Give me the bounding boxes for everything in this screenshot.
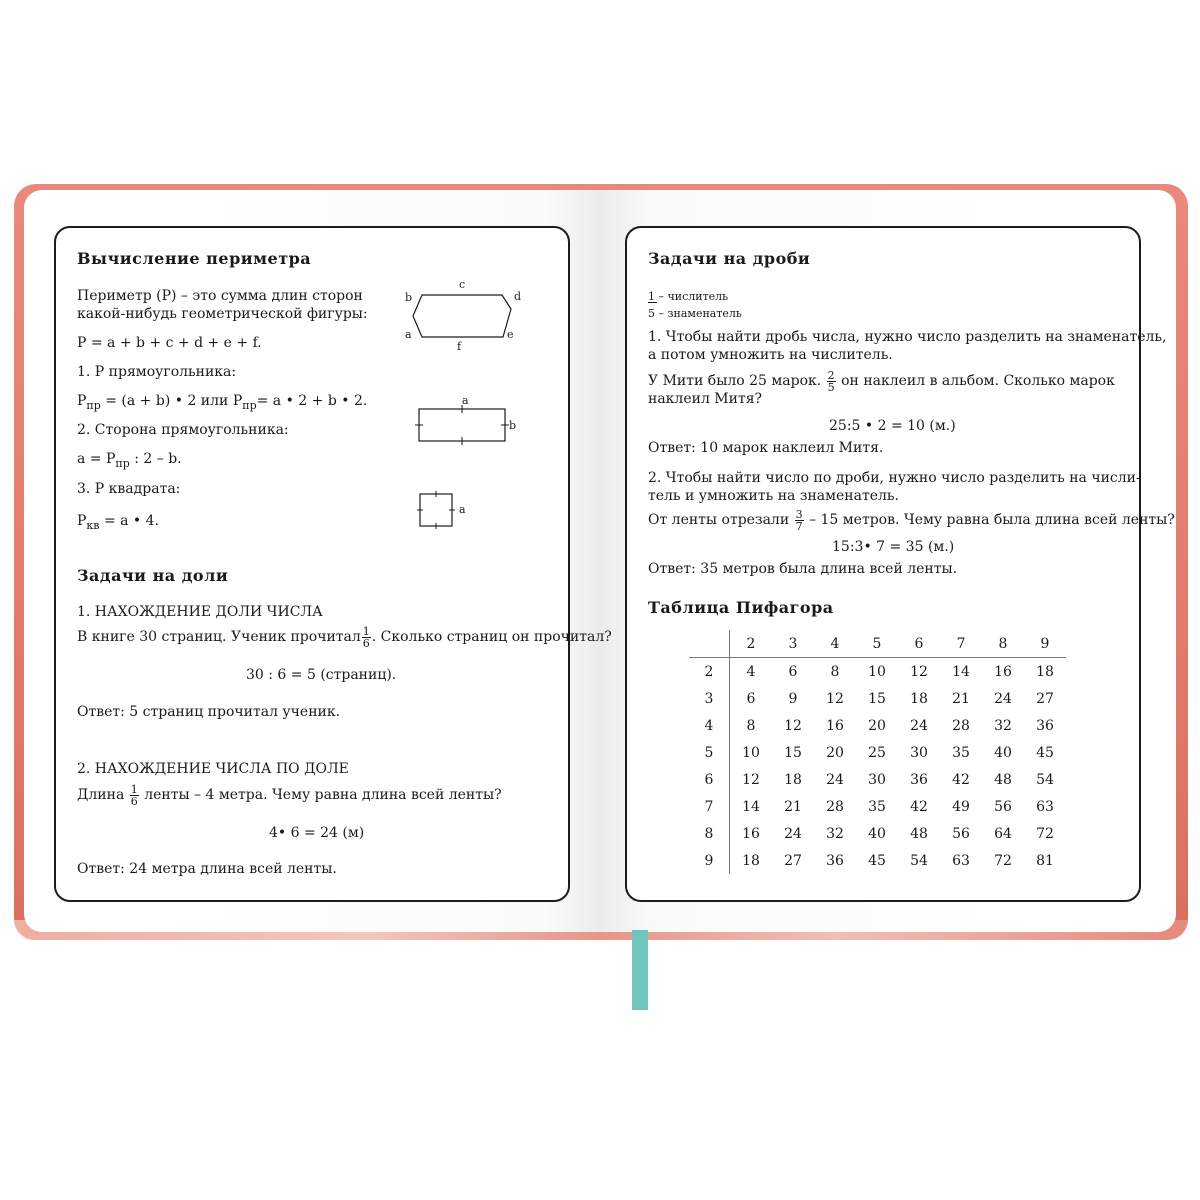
table-row-header: 6 <box>689 766 730 793</box>
table-cell: 6 <box>788 663 798 680</box>
table-cell: 9 <box>788 690 798 707</box>
table-cell: 18 <box>784 771 802 788</box>
table-cell: 32 <box>994 717 1012 734</box>
table-cell: 10 <box>868 663 886 680</box>
table-cell: 36 <box>1036 717 1054 734</box>
table-header-cell: 8 <box>982 630 1024 658</box>
table-cell: 18 <box>1036 663 1054 680</box>
hexagon-label-c: c <box>459 278 466 291</box>
rectangle-label-b: b <box>509 419 517 432</box>
table-header-row <box>689 630 1066 658</box>
table-cell: 36 <box>910 771 928 788</box>
table-header-cell: 3 <box>772 630 814 658</box>
fraction: $\frac{1}{6}$ <box>130 782 138 808</box>
table-cell: 40 <box>868 825 886 842</box>
fractions-rule-2-line-1: 2. Чтобы найти число по дроби, нужно число разделить на числи- <box>648 470 1141 486</box>
table-cell: 48 <box>994 771 1012 788</box>
square-perimeter-formula: $P_{кв} = a$ • 4. <box>77 513 159 532</box>
table-cell: 18 <box>742 852 760 869</box>
rectangle-perimeter-heading: 1. P прямоугольника: <box>77 364 237 380</box>
left-page-panel <box>54 226 612 902</box>
shares-answer-2: Ответ: 24 метра длина всей ленты. <box>77 861 337 877</box>
table-cell: 27 <box>784 852 802 869</box>
table-cell: 49 <box>952 798 970 815</box>
fraction: $\frac{2}{5}$ <box>827 368 835 394</box>
table-row <box>689 658 1066 686</box>
table-cell: 25 <box>868 744 886 761</box>
table-header-cell: 4 <box>814 630 856 658</box>
table-cell: 14 <box>952 663 970 680</box>
table-cell: 24 <box>910 717 928 734</box>
table-row-header: 9 <box>689 847 730 874</box>
shares-subtitle-1: 1. НАХОЖДЕНИЕ ДОЛИ ЧИСЛА <box>77 604 323 620</box>
table-row-header: 8 <box>689 820 730 847</box>
perimeter-title: Вычисление периметра <box>77 249 312 268</box>
table-row <box>689 739 1066 766</box>
table-cell: 42 <box>952 771 970 788</box>
table-cell: 21 <box>952 690 970 707</box>
table-cell: 54 <box>1036 771 1054 788</box>
perimeter-definition-1: Периметр (P) – это сумма длин сторон <box>77 288 363 304</box>
square-figure <box>414 490 474 535</box>
table-cell: 56 <box>994 798 1012 815</box>
table-header-cell <box>689 630 730 658</box>
table-cell: 12 <box>742 771 760 788</box>
table-cell: 45 <box>868 852 886 869</box>
fractions-answer-2: Ответ: 35 метров была длина всей ленты. <box>648 561 958 577</box>
shares-task-2: Длина $\frac{1}{6}$ ленты – 4 метра. Чему равна длина всей ленты? <box>77 782 502 808</box>
pythagoras-table <box>689 630 1066 874</box>
perimeter-formula: P = a + b + c + d + e + f. <box>77 335 262 351</box>
shares-calculation-2: 4• 6 = 24 (м) <box>269 825 365 841</box>
shares-answer-1: Ответ: 5 страниц прочитал ученик. <box>77 704 341 720</box>
rectangle-figure <box>414 394 524 454</box>
table-row <box>689 712 1066 739</box>
table-cell: 6 <box>746 690 756 707</box>
shares-subtitle-2: 2. НАХОЖДЕНИЕ ЧИСЛА ПО ДОЛЕ <box>77 761 349 777</box>
table-header-cell: 7 <box>940 630 982 658</box>
fraction-legend-numerator: 1 – числитель <box>648 290 729 303</box>
table-row <box>689 847 1066 874</box>
table-cell: 15 <box>784 744 802 761</box>
table-cell: 63 <box>1036 798 1054 815</box>
table-header-cell: 6 <box>898 630 940 658</box>
fractions-task-2: От ленты отрезали $\frac{3}{7}$ – 15 метров. Чему равна была длина всей ленты? <box>648 507 1175 533</box>
table-cell: 18 <box>910 690 928 707</box>
table-cell: 56 <box>952 825 970 842</box>
shares-task-1: В книге 30 страниц. Ученик прочитал $\frac{1}{6}$ . Сколько страниц он прочитал? <box>77 624 612 650</box>
table-row <box>689 685 1066 712</box>
hexagon-label-d: d <box>514 290 522 303</box>
table-cell: 28 <box>826 798 844 815</box>
square-perimeter-heading: 3. P квадрата: <box>77 481 181 497</box>
table-cell: 20 <box>868 717 886 734</box>
table-cell: 72 <box>994 852 1012 869</box>
table-cell: 64 <box>994 825 1012 842</box>
table-cell: 40 <box>994 744 1012 761</box>
table-cell: 27 <box>1036 690 1054 707</box>
table-cell: 32 <box>826 825 844 842</box>
table-row-header: 3 <box>689 685 730 712</box>
table-cell: 10 <box>742 744 760 761</box>
table-row <box>689 820 1066 847</box>
table-cell: 30 <box>910 744 928 761</box>
table-cell: 54 <box>910 852 928 869</box>
table-cell: 12 <box>910 663 928 680</box>
table-cell: 21 <box>784 798 802 815</box>
table-row-header: 4 <box>689 712 730 739</box>
table-row <box>689 793 1066 820</box>
square-label-a: a <box>459 503 466 516</box>
table-cell: 4 <box>746 663 756 680</box>
fraction: $\frac{3}{7}$ <box>795 507 803 533</box>
rectangle-label-a: a <box>462 394 469 407</box>
table-cell: 24 <box>784 825 802 842</box>
shares-title: Задачи на доли <box>77 566 229 585</box>
table-cell: 48 <box>910 825 928 842</box>
table-cell: 12 <box>826 690 844 707</box>
table-row-header: 7 <box>689 793 730 820</box>
table-cell: 24 <box>826 771 844 788</box>
hexagon-label-f: f <box>457 340 462 353</box>
table-cell: 16 <box>994 663 1012 680</box>
table-cell: 81 <box>1036 852 1054 869</box>
table-cell: 35 <box>952 744 970 761</box>
fraction: $\frac{1}{6}$ <box>362 624 370 650</box>
table-cell: 28 <box>952 717 970 734</box>
table-cell: 35 <box>868 798 886 815</box>
hexagon-figure <box>399 276 529 356</box>
rectangle-perimeter-formula: $P_{пр} = (a + b)$ • 2 или $P_{пр}= a$ • 2 + b • 2. <box>77 393 368 412</box>
table-header-cell: 2 <box>730 630 773 658</box>
hexagon-label-a: a <box>405 328 412 341</box>
bookmark-ribbon <box>632 930 648 1010</box>
table-cell: 8 <box>830 663 840 680</box>
perimeter-definition-2: какой-нибудь геометрической фигуры: <box>77 306 368 322</box>
fraction-legend-denominator: 5 – знаменатель <box>648 307 742 320</box>
table-cell: 42 <box>910 798 928 815</box>
pythagoras-title: Таблица Пифагора <box>648 598 834 617</box>
table-cell: 63 <box>952 852 970 869</box>
table-cell: 16 <box>826 717 844 734</box>
table-row-header: 2 <box>689 658 730 686</box>
table-row-header: 5 <box>689 739 730 766</box>
table-cell: 16 <box>742 825 760 842</box>
fractions-task-1-line-2: наклеил Митя? <box>648 391 763 407</box>
fractions-rule-2-line-2: тель и умножить на знаменатель. <box>648 488 899 504</box>
table-cell: 36 <box>826 852 844 869</box>
hexagon-label-b: b <box>405 291 413 304</box>
table-row <box>689 766 1066 793</box>
table-cell: 8 <box>746 717 756 734</box>
right-page-panel <box>625 226 1175 902</box>
fraction-legend-bar <box>648 302 657 303</box>
table-cell: 15 <box>868 690 886 707</box>
table-cell: 30 <box>868 771 886 788</box>
fractions-calculation-1: 25:5 • 2 = 10 (м.) <box>829 418 956 434</box>
table-cell: 14 <box>742 798 760 815</box>
fractions-rule-1-line-1: 1. Чтобы найти дробь числа, нужно число разделить на знаменатель, <box>648 329 1167 345</box>
shares-calculation-1: 30 : 6 = 5 (страниц). <box>246 667 397 683</box>
rectangle-side-formula: $a = P_{пр}$ : 2 – b. <box>77 451 182 470</box>
table-cell: 20 <box>826 744 844 761</box>
table-cell: 72 <box>1036 825 1054 842</box>
hexagon-label-e: e <box>507 328 514 341</box>
fractions-title: Задачи на дроби <box>648 249 811 268</box>
rectangle-side-heading: 2. Сторона прямоугольника: <box>77 422 289 438</box>
table-header-cell: 9 <box>1024 630 1066 658</box>
fractions-task-1: У Мити было 25 марок. $\frac{2}{5}$ он наклеил в альбом. Сколько марок <box>648 368 1115 394</box>
table-cell: 12 <box>784 717 802 734</box>
fractions-calculation-2: 15:3• 7 = 35 (м.) <box>832 539 955 555</box>
fractions-rule-1-line-2: а потом умножить на числитель. <box>648 347 893 363</box>
fractions-answer-1: Ответ: 10 марок наклеил Митя. <box>648 440 884 456</box>
table-cell: 24 <box>994 690 1012 707</box>
table-cell: 45 <box>1036 744 1054 761</box>
table-header-cell: 5 <box>856 630 898 658</box>
